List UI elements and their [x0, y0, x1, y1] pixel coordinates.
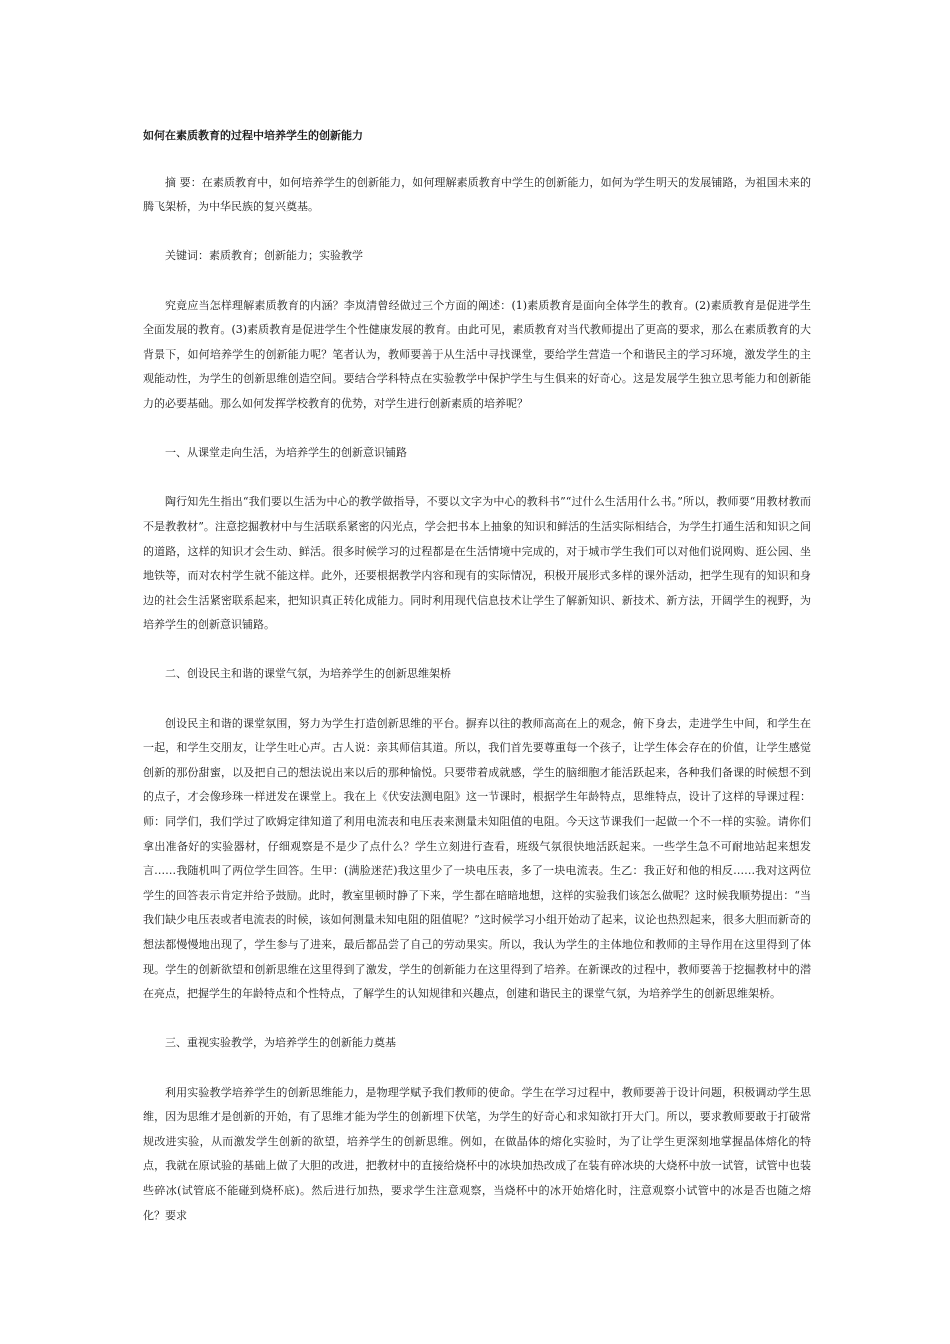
spacer — [143, 687, 811, 712]
spacer — [143, 1007, 811, 1032]
section-1-heading: 一、从课堂走向生活，为培养学生的创新意识铺路 — [165, 446, 407, 460]
spacer — [143, 466, 811, 491]
spacer — [143, 146, 811, 171]
spacer — [143, 638, 811, 663]
intro-paragraph: 究竟应当怎样理解素质教育的内涵？李岚清曾经做过三个方面的阐述：(1)素质教育是面向全体学生的教育。(2)素质教育是促进学生全面发展的教育。(3)素质教育是促进学生个性健康发展的教育。由此可见，素质教育对当代教师提出了更高的要求，那么在素质教育的大背景下，如何培养学生的创新能力呢？笔者认为，教师要善于从生活中寻找课堂，要给学生营造一个和谐民主的学习环境，激发学生的主观能动性，为学生的创新思维创造空间。要结合学科特点在实验教学中保护学生与生俱来的好奇心。这是发展学生独立思考能力和创新能力的必要基础。那么如何发挥学校教育的优势，对学生进行创新素质的培养呢？ — [143, 298, 811, 410]
section-2-body: 创设民主和谐的课堂氛围，努力为学生打造创新思维的平台。摒弃以往的教师高高在上的观念，俯下身去，走进学生中间，和学生在一起，和学生交朋友，让学生吐心声。古人说：亲其师信其道。所以，我们首先要尊重每一个孩子，让学生体会存在的价值，让学生感觉创新的那份甜蜜，以及把自己的想法说出来以后的那种愉悦。只要带着成就感，学生的脑细胞才能活跃起来，各种我们备课的时候想不到的点子，才会像珍珠一样迸发在课堂上。我在上《伏安法测电阻》这一节课时，根据学生年龄特点，思维特点，设计了这样的导课过程：师：同学们，我们学过了欧姆定律知道了利用电流表和电压表来测量未知阻值的电阻。今天这节课我们一起做一个不一样的实验。请你们拿出准备好的实验器材，仔细观察是不是少了点什么？学生立刻进行查看，班级气氛很快地活跃起来。一些学生急不可耐地站起来想发言……我随机叫了两位学生回答。生甲：(满脸迷茫)我这里少了一块电压表，多了一块电流表。生乙：我正好和他的相反……我对这两位学生的回答表示肯定并给予鼓励。此时，教室里顿时静了下来，学生都在暗暗地想，这样的实验我们该怎么做呢？这时候我顺势提出：“当我们缺少电压表或者电流表的时候，该如何测量未知电阻的阻值呢？”这时候学习小组开始动了起来，议论也热烈起来，很多大胆而新奇的想法都慢慢地出现了，学生参与了进来，最后都品尝了自己的劳动果实。所以，我认为学生的主体地位和教师的主导作用在这里得到了体现。学生的创新欲望和创新思维在这里得到了激发，学生的创新能力在这里得到了培养。在新课改的过程中，教师要善于挖掘教材中的潜在亮点，把握学生的年龄特点和个性特点，了解学生的认知规律和兴趣点，创建和谐民主的课堂气氛，为培养学生的创新思维架桥。 — [143, 716, 811, 1001]
section-2-heading: 二、创设民主和谐的课堂气氛，为培养学生的创新思维架桥 — [165, 667, 451, 681]
spacer — [143, 269, 811, 294]
section-3-body: 利用实验教学培养学生的创新思维能力，是物理学赋予我们教师的使命。学生在学习过程中，教师要善于设计问题，积极调动学生思维，因为思维才是创新的开始，有了思维才能为学生的创新埋下伏笔，为学生的好奇心和求知欲打开大门。所以，要求教师要敢于打破常规改进实验，从而激发学生创新的欲望，培养学生的创新思维。例如，在做晶体的熔化实验时，为了让学生更深刻地掌握晶体熔化的特点，我就在原试验的基础上做了大胆的改进，把教材中的直接给烧杯中的冰块加热改成了在装有碎冰块的大烧杯中放一试管，试管中也装些碎冰(试管底不能碰到烧杯底)。然后进行加热，要求学生注意观察，当烧杯中的冰开始熔化时，注意观察小试管中的冰是否也随之熔化？要求 — [143, 1085, 811, 1222]
section-1-body: 陶行知先生指出“我们要以生活为中心的教学做指导，不要以文字为中心的教科书”“过什么生活用什么书。”所以，教师要“用教材教而不是教教材”。注意挖掘教材中与生活联系紧密的闪光点，学会把书本上抽象的知识和鲜活的生活实际相结合，为学生打通生活和知识之间的道路，这样的知识才会生动、鲜活。很多时候学习的过程都是在生活情境中完成的，对于城市学生我们可以对他们说网购、逛公园、坐地铁等，而对农村学生就不能这样。此外，还要根据教学内容和现有的实际情况，积极开展形式多样的课外活动，把学生现有的知识和身边的社会生活紧密联系起来，把知识真正转化成能力。同时利用现代信息技术让学生了解新知识、新技术、新方法，开阔学生的视野，为培养学生的创新意识铺路。 — [143, 495, 811, 632]
spacer — [143, 417, 811, 442]
abstract-paragraph: 摘 要：在素质教育中，如何培养学生的创新能力，如何理解素质教育中学生的创新能力，如何为学生明天的发展铺路，为祖国未来的腾飞架桥，为中华民族的复兴奠基。 — [143, 175, 811, 214]
section-3-heading: 三、重视实验教学，为培养学生的创新能力奠基 — [165, 1036, 396, 1050]
document-page — [143, 126, 811, 1228]
spacer — [143, 220, 811, 245]
spacer — [143, 1056, 811, 1081]
keywords-line: 关键词：素质教育；创新能力；实验教学 — [165, 249, 363, 263]
document-title: 如何在素质教育的过程中培养学生的创新能力 — [143, 129, 363, 142]
